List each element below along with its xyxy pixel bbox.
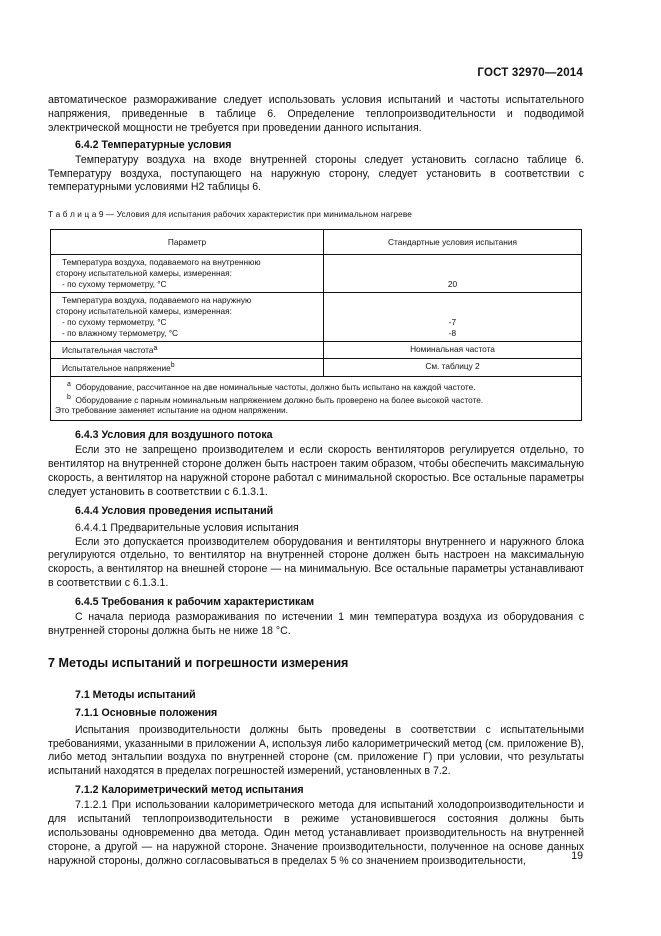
- heading-6-4-2: 6.4.2 Температурные условия: [75, 138, 232, 151]
- footnote-mark: a: [153, 344, 158, 352]
- heading-6-4-3: 6.4.3 Условия для воздушного потока: [75, 429, 273, 442]
- table-notes: [51, 376, 582, 420]
- table-row: [51, 292, 582, 341]
- section-7-title: 7 Методы испытаний и погрешности измерения: [48, 655, 349, 670]
- table-9: [50, 229, 582, 421]
- table-notes-row: [51, 376, 582, 420]
- param-cell: [51, 359, 324, 377]
- table-row: [51, 255, 582, 293]
- paragraph-6-4-2: Температуру воздуха на входе внутренней стороны следует установить согласно таблице 6. Температуру воздуха, поступающего на наружную сторону, следует установить в соответствии с температурными условиями Н2 таблицы 6.: [48, 153, 584, 194]
- paragraph-6-4-4-1: Если это допускается производителем оборудования и вентиляторы внутреннего и наружного блока регулируются отдельно, то вентилятор на внутренней стороне должен быть настроен на максимальную скорость, а вентилятор на внешней стороне — на минимальную. Все остальные параметры устанавливают в соответствии с 6.1.3.1.: [48, 535, 584, 590]
- param-cell: [51, 292, 324, 341]
- note-a: [55, 380, 577, 393]
- heading-7-1: 7.1 Методы испытаний: [75, 688, 196, 701]
- note-text: Это требование заменяет испытание на одном напряжении.: [55, 405, 288, 416]
- value-cell: [324, 292, 582, 341]
- paragraph-7-1-2-1: 7.1.2.1 При использовании калориметрического метода для испытаний холодопроизводительности и для испытаний теплопроизводительности в режиме установившегося состояния должны быть использованы одновременно два метода. Один метод устанавливает производительность на внутренней стороне, а другой — на наружной стороне. Значение производительности, полученное на основе данных наружной стороны, должно согласовываться в пределах 5 % со значением производительности,: [48, 799, 584, 867]
- page-number: 19: [571, 850, 583, 862]
- footnote-mark: b: [67, 393, 71, 401]
- table-row: [51, 341, 582, 359]
- note-text: Оборудование, рассчитанное на две номинальные частоты, должно быть испытано на каждой частоте.: [75, 381, 476, 392]
- col-header-conditions: Стандартные условия испытания: [324, 230, 582, 255]
- footnote-mark: b: [170, 362, 175, 370]
- note-text: Оборудование с парным номинальным напряжением должно быть проверено на более высокой частоте.: [75, 394, 484, 405]
- paragraph-7-1-1: Испытания производительности должны быть проведены в соответствии с испытательными требованиями, указанными в приложении А, используя либо калориметрический метод (см. приложение В), либо метод энтальпии воздуха по внутренней стороне (см. приложение Г) при условии, что результаты испытаний находятся в пределах погрешностей измерений, установленных в 7.2.: [48, 723, 584, 778]
- heading-7-1-1: 7.1.1 Основные положения: [75, 706, 218, 719]
- table-caption: Т а б л и ц а 9 — Условия для испытания рабочих характеристик при минимальном нагреве: [48, 209, 412, 220]
- value-cell: См. таблицу 2: [324, 359, 582, 377]
- param-cell: [51, 255, 324, 293]
- param-line: Температура воздуха, подаваемого на наружную: [62, 294, 252, 305]
- page-content: [48, 94, 584, 869]
- subheading-6-4-4-1: 6.4.4.1 Предварительные условия испытания: [75, 521, 299, 534]
- param-cell: [51, 341, 324, 359]
- document-id: ГОСТ 32970—2014: [477, 67, 583, 79]
- paragraph-continued: автоматическое размораживание следует использовать условия испытаний и частоты испытательного напряжения, приведенные в таблице 6. Определение теплопроизводительности и подводимой электрической мощности не требуется при проведении данного испытания.: [48, 94, 584, 134]
- table-row: [51, 359, 582, 377]
- paragraph-6-4-5: С начала периода размораживания по истечении 1 мин температура воздуха из оборудования с внутренней стороны должна быть не ниже 18 °С.: [48, 611, 584, 637]
- param-line: сторону испытательной камеры, измеренная:: [56, 268, 232, 279]
- footnote-mark: a: [67, 380, 71, 388]
- col-header-parameter: Параметр: [51, 230, 324, 255]
- value-cell: Номинальная частота: [324, 341, 582, 359]
- table-header-row: [51, 230, 582, 255]
- param-line: - по сухому термометру, °С: [62, 316, 167, 327]
- value-cell: 20: [324, 255, 582, 293]
- value-line: -7: [448, 316, 457, 327]
- param-line: - по сухому термометру, °С: [62, 279, 167, 290]
- param-line: Температура воздуха, подаваемого на внутреннюю: [62, 257, 261, 268]
- heading-6-4-5: 6.4.5 Требования к рабочим характеристикам: [75, 596, 315, 609]
- param-text: Испытательное напряжение: [62, 363, 171, 374]
- heading-6-4-4: 6.4.4 Условия проведения испытаний: [75, 504, 274, 517]
- param-line: сторону испытательной камеры, измеренная:: [56, 305, 232, 316]
- param-line: - по влажному термометру, °С: [62, 327, 179, 338]
- paragraph-6-4-3: Если это не запрещено производителем и если скорость вентиляторов регулируется отдельно, то вентилятор на внутренней стороне должен быть настроен таким образом, чтобы обеспечить максимальную скорость, а вентилятор на наружной стороне работал с минимальной скоростью. Все остальные параметры следует установить в соответствии с 6.1.3.1.: [48, 444, 584, 498]
- value-line: -8: [448, 327, 457, 338]
- heading-7-1-2: 7.1.2 Калориметрический метод испытания: [75, 784, 304, 797]
- note-b: [55, 393, 577, 406]
- param-text: Испытательная частота: [62, 345, 154, 356]
